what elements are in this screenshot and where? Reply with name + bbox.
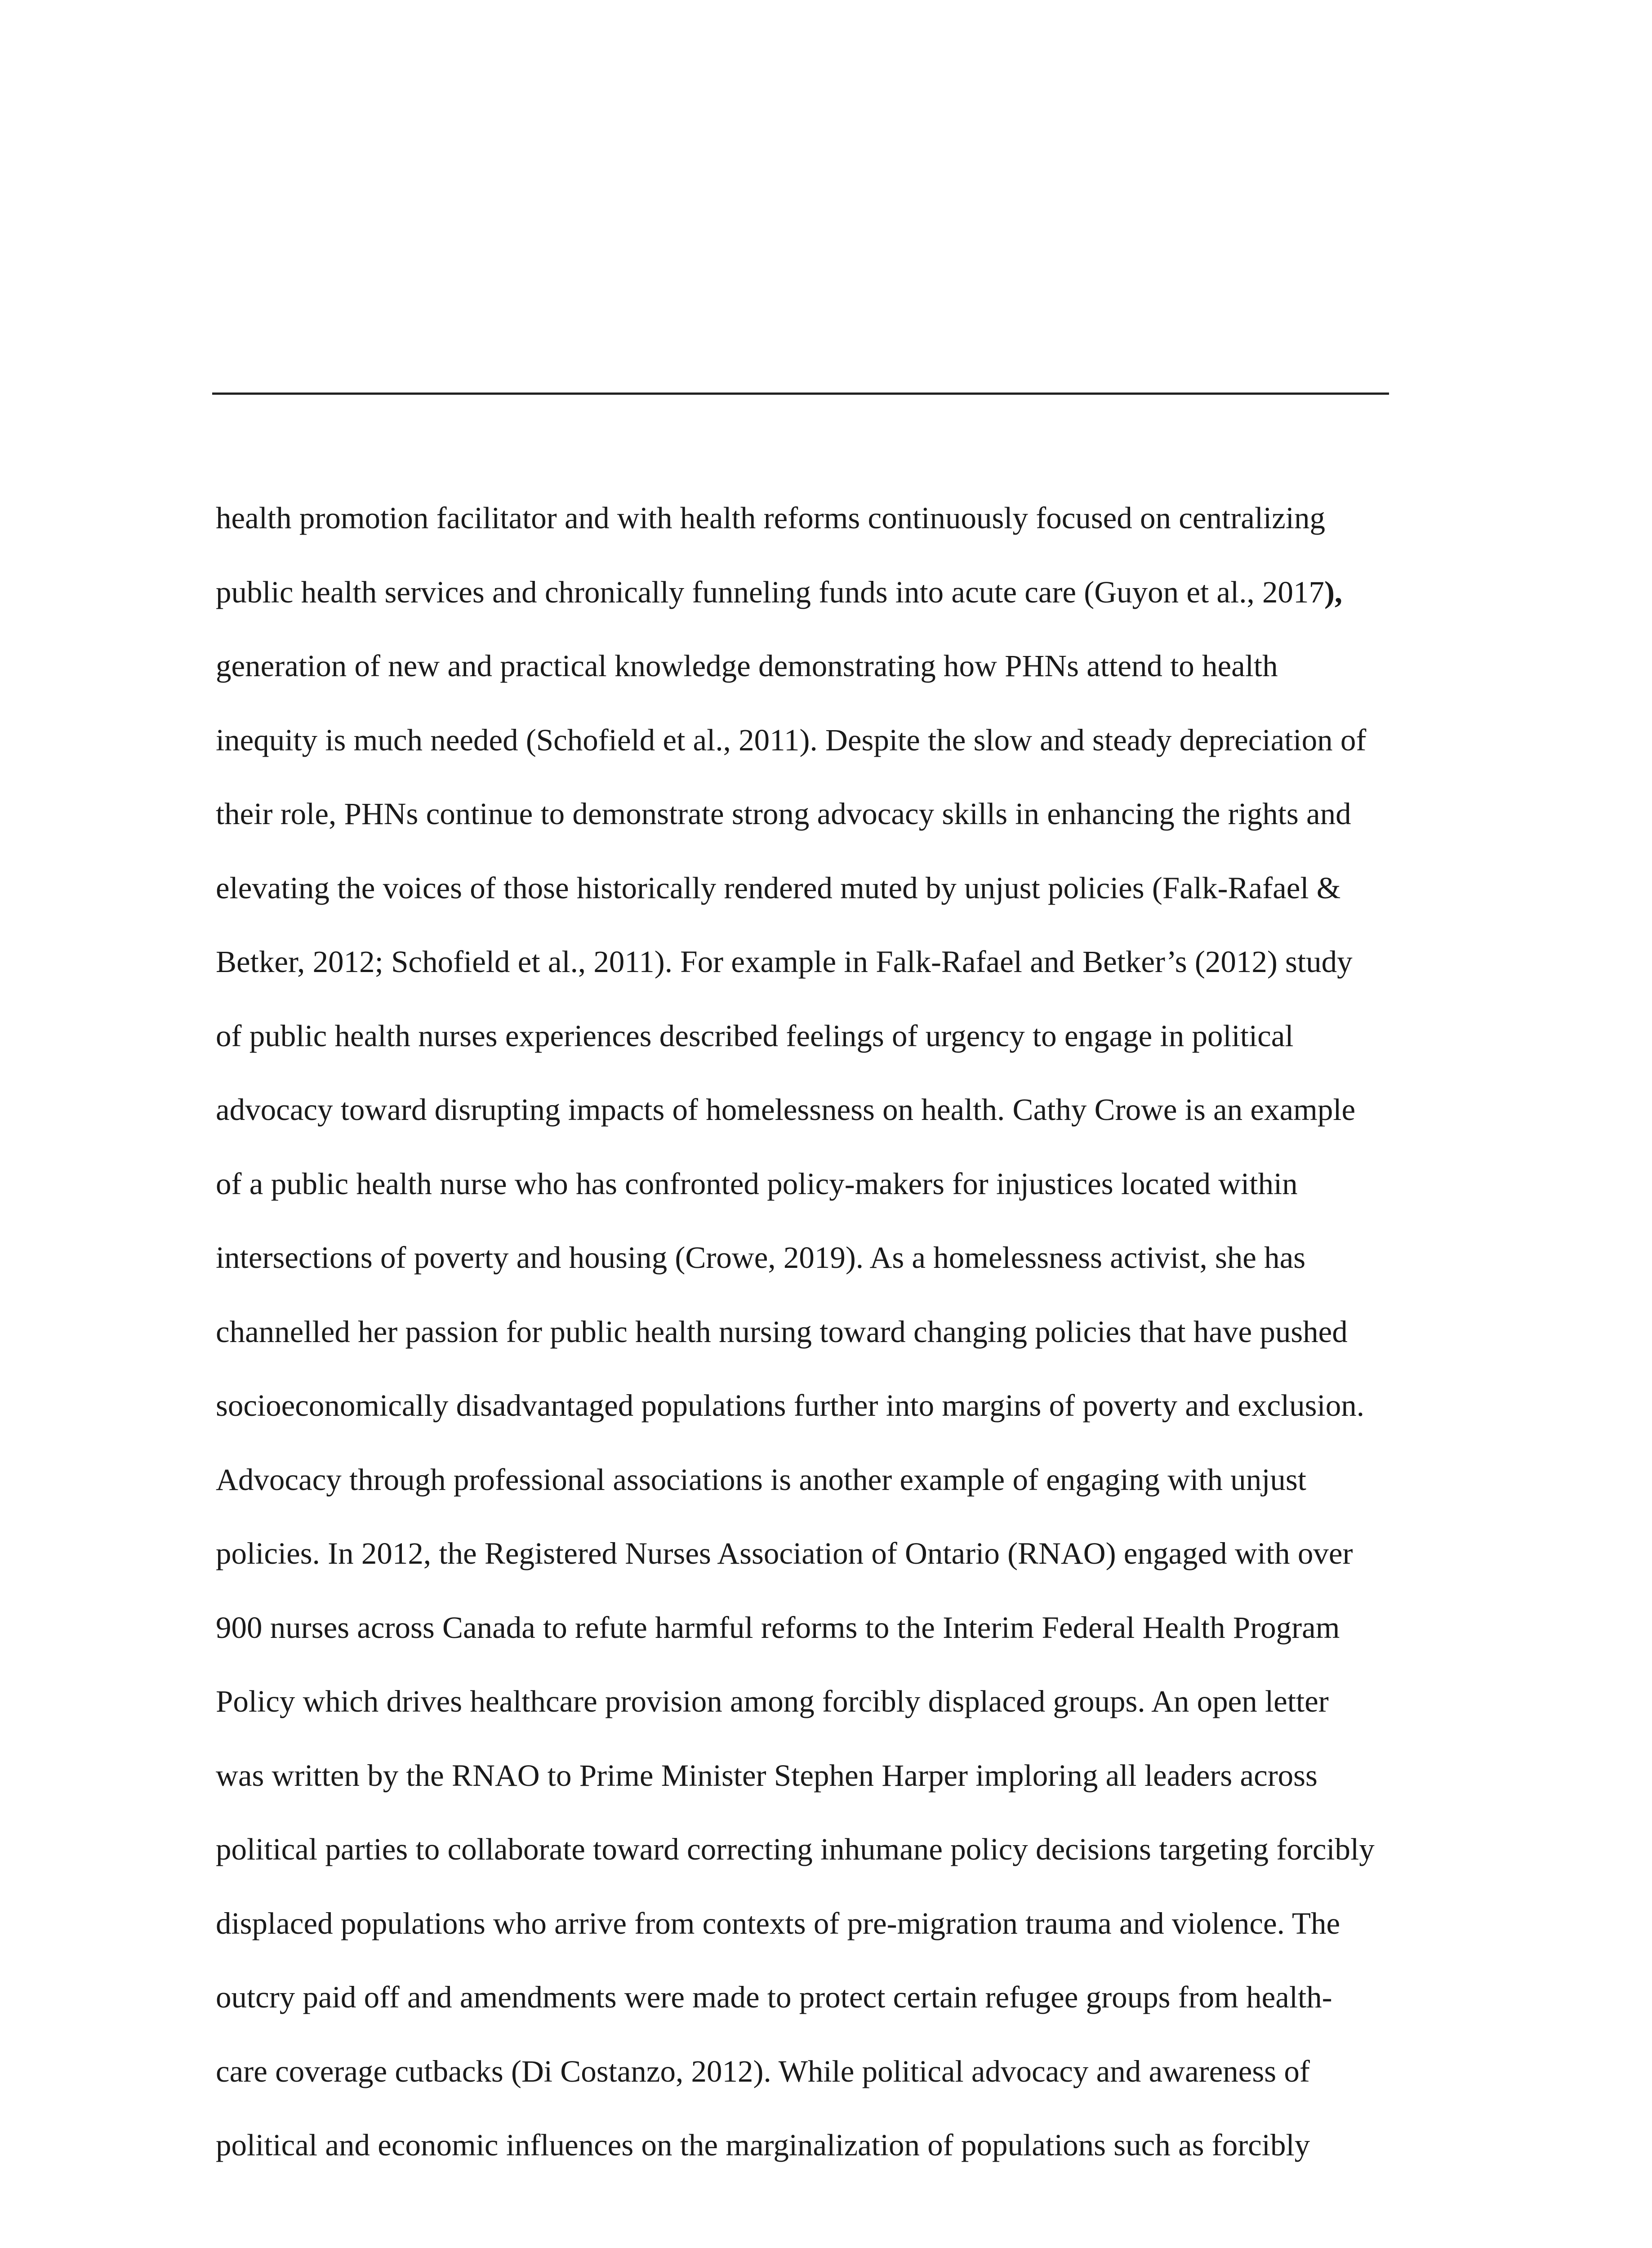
text-line: was written by the RNAO to Prime Minister Stephen Harper imploring all leaders across (216, 1758, 1318, 1793)
text-line: elevating the voices of those historically rendered muted by unjust policies (Falk-Rafael & (216, 870, 1341, 905)
text-line: Betker, 2012; Schofield et al., 2011). For example in Falk-Rafael and Betker’s (2012) study (216, 945, 1353, 979)
text-line: generation of new and practical knowledge demonstrating how PHNs attend to health (216, 649, 1278, 683)
text-line: political and economic influences on the marginalization of populations such as forcibly (216, 2128, 1310, 2162)
text-line: inequity is much needed (Schofield et al., 2011). Despite the slow and steady depreciation of (216, 723, 1367, 757)
body-paragraph (216, 498, 1456, 2199)
text-line: advocacy toward disrupting impacts of homelessness on health. Cathy Crowe is an example (216, 1093, 1356, 1127)
text-line: care coverage cutbacks (Di Costanzo, 2012). While political advocacy and awareness of (216, 2054, 1310, 2088)
text-line: political parties to collaborate toward correcting inhumane policy decisions targeting forcibly (216, 1832, 1375, 1866)
text-line: of a public health nurse who has confronted policy-makers for injustices located within (216, 1166, 1298, 1201)
text-line: outcry paid off and amendments were made to protect certain refugee groups from health- (216, 1980, 1332, 2014)
text-line: displaced populations who arrive from contexts of pre-migration trauma and violence. The (216, 1906, 1340, 1940)
text-line: of public health nurses experiences described feelings of urgency to engage in political (216, 1018, 1294, 1053)
text-line: Policy which drives healthcare provision among forcibly displaced groups. An open letter (216, 1684, 1329, 1718)
text-line: socioeconomically disadvantaged populations further into margins of poverty and exclusion. (216, 1388, 1364, 1423)
text-line: channelled her passion for public health nursing toward changing policies that have pushed (216, 1314, 1348, 1349)
text-line: health promotion facilitator and with health reforms continuously focused on centralizing (216, 501, 1325, 535)
text-line (216, 572, 1456, 646)
text-line-content: public health services and chronically funneling funds into acute care (Guyon et al., 2017 (216, 575, 1324, 609)
bold-punctuation: ), (1324, 575, 1343, 609)
text-line: their role, PHNs continue to demonstrate strong advocacy skills in enhancing the rights and (216, 797, 1351, 831)
text-line: Advocacy through professional associations is another example of engaging with unjust (216, 1462, 1306, 1497)
text-line: policies. In 2012, the Registered Nurses Association of Ontario (RNAO) engaged with over (216, 1536, 1353, 1570)
header-divider (212, 393, 1389, 395)
text-line: 900 nurses across Canada to refute harmful reforms to the Interim Federal Health Program (216, 1610, 1340, 1645)
text-line: intersections of poverty and housing (Crowe, 2019). As a homelessness activist, she has (216, 1240, 1306, 1275)
